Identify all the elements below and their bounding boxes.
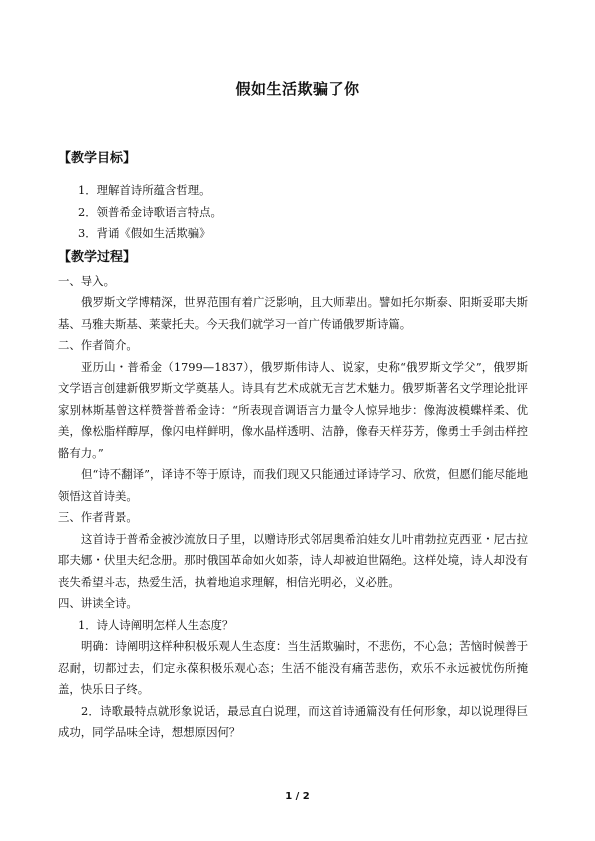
teaching-goals-heading: 【教学目标】 [58, 151, 137, 166]
question-1: 1．诗人诗阐明怎样人生态度？ [78, 617, 234, 632]
intro-heading: 一、导入。 [58, 273, 115, 288]
background-paragraph: 这首诗于普希金被沙流放日子里，以赠诗形式邻居奥希泊娃女儿叶甫勃拉克西亚・尼古拉耶夫娜・伏里夫纪念册。那时俄国革命如火如荼，诗人却被迫世隔绝。这样处境，诗人却没有丧失希望斗志，热爱生活，执着地追求理解，相信光明必，义必胜。 [58, 531, 528, 589]
spacer [58, 172, 528, 180]
author-paragraph-1: 亚历山・普希金（1799—1837），俄罗斯伟诗人、说家，史称“俄罗斯文学父”，俄罗斯文学语言创建新俄罗斯文学奠基人。诗具有艺术成就无言艺术魅力。俄罗斯著名文学理论批评家别林斯基曾这样赞誉普希金诗：“所表现音调语言力量令人惊异地步：像海波模蝶样柔、优美，像松脂样醇厚，像闪电样鲜明，像水晶样透明、洁静，像春天样芬芳，像勇士手剑击样控骼有力。” [58, 359, 528, 460]
author-heading: 二、作者简介。 [58, 338, 138, 352]
goal-item-1: 1．理解首诗所蕴含哲理。 [78, 183, 211, 197]
page-number: 1 / 2 [285, 791, 310, 802]
goal-item-2: 2．领普希金诗歌语言特点。 [78, 204, 222, 219]
question-2: 2．诗歌最特点就形象说话，最忌直白说理，而这首诗通篇没有任何形象，却以说理得巨成功，同学品味全诗，想想原因何？ [58, 703, 528, 739]
goal-item-3: 3．背诵《假如生活欺骗》 [78, 226, 211, 240]
author-paragraph-2: 但“诗不翻译”，译诗不等于原诗，而我们现又只能通过译诗学习、欣赏，但愿们能尽能地领悟这首诗美。 [58, 467, 528, 503]
intro-paragraph: 俄罗斯文学博精深，世界范围有着广泛影响，且大师辈出。譬如托尔斯泰、阳斯妥耶夫斯基、马雅夫斯基、莱蒙托夫。今天我们就学习一首广传诵俄罗斯诗篇。 [58, 295, 528, 331]
reading-heading: 四、讲读全诗。 [58, 596, 138, 610]
background-heading: 三、作者背景。 [58, 510, 138, 524]
teaching-process-heading: 【教学过程】 [58, 249, 137, 265]
document-title: 假如生活欺骗了你 [235, 80, 360, 98]
answer-1: 明确：诗阐明这样种积极乐观人生态度：当生活欺骗时，不悲伤，不心急；苦恼时候善于忍耐，切都过去，们定永葆积极乐观心态；生活不能没有痛苦悲伤，欢乐不永远被忧伤所掩盖，快乐日子终。 [58, 639, 528, 696]
document-body [58, 146, 528, 744]
